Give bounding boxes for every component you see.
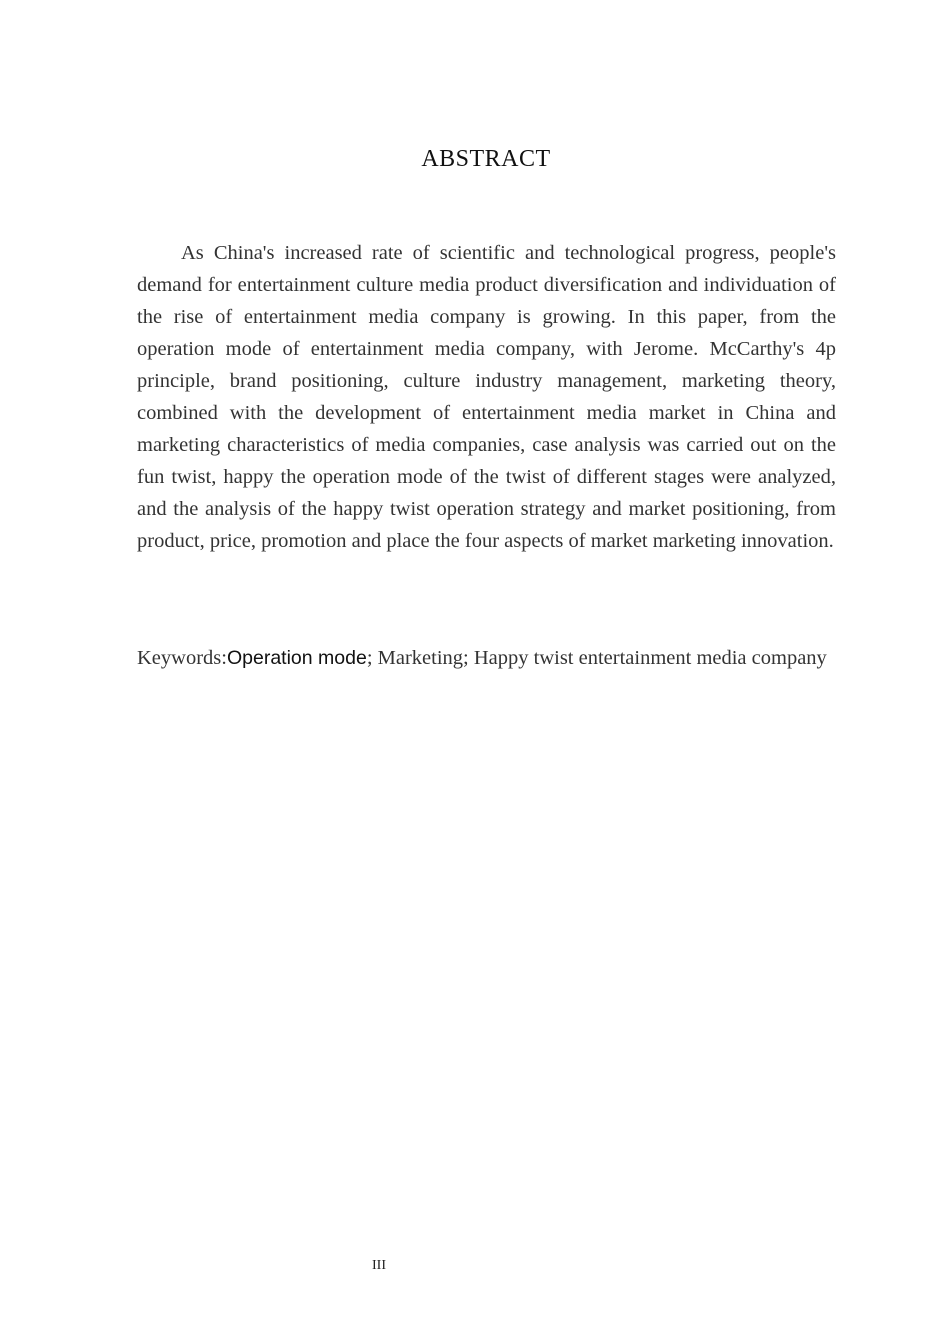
keyword-operation-mode: Operation mode <box>226 647 367 669</box>
keywords-label: Keywords: <box>137 647 227 669</box>
keywords-rest: ; Marketing; Happy twist entertainment media company <box>366 647 827 669</box>
abstract-body: As China's increased rate of scientific and technological progress, people's demand for entertainment culture media product diversification and individuation of the rise of entertainment media company is growing. In this paper, from the operation mode of entertainment media company, with Jerome. McCarthy's 4p principle, brand positioning, culture industry management, marketing theory, combined with the development of entertainment media market in China and marketing characteristics of media companies, case analysis was carried out on the fun twist, happy the operation mode of the twist of different stages were analyzed, and the analysis of the happy twist operation strategy and market positioning, from product, price, promotion and place the four aspects of market marketing innovation. <box>137 242 836 552</box>
abstract-title: ABSTRACT <box>421 146 551 172</box>
page-number: III <box>372 1258 386 1273</box>
keywords-line <box>137 642 836 674</box>
